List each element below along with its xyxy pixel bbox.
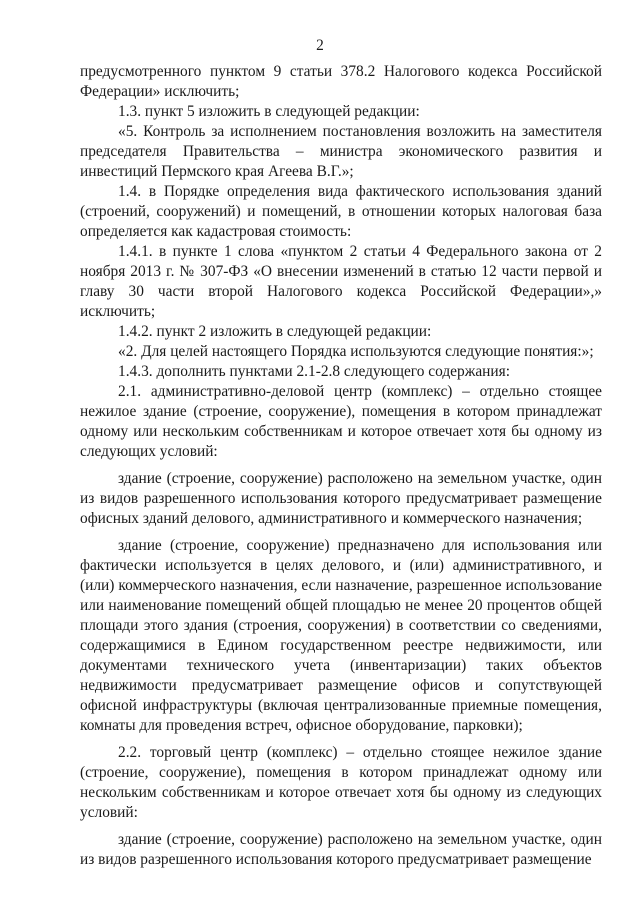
paragraph: 2.1. административно-деловой центр (комплекс) – отдельно стоящее нежилое здание (строение, сооружение), помещения в котором принадлежат одному или нескольким собственникам и которое отвечает хотя бы одному из следующих условий: [80,383,602,460]
paragraph: 2.2. торговый центр (комплекс) – отдельно стоящее нежилое здание (строение, сооружение), помещения в котором принадлежат одному или нескольким собственникам и которое отвечает хотя бы одному из следующих условий: [80,744,602,821]
paragraph: 1.4.3. дополнить пунктами 2.1-2.8 следующего содержания: [118,363,510,380]
document-body [80,62,602,870]
paragraph: здание (строение, сооружение) расположено на земельном участке, один из видов разрешенного использования которого предусматривает размещение офисных зданий делового, административного и коммерческого назначения; [80,470,602,527]
paragraph: 1.3. пункт 5 изложить в следующей редакции: [118,103,420,120]
paragraph: «2. Для целей настоящего Порядка используются следующие понятия:»; [118,343,594,360]
paragraph: здание (строение, сооружение) расположено на земельном участке, один из видов разрешенного использования которого предусматривает размещение [80,831,602,868]
paragraph: 1.4. в Порядке определения вида фактического использования зданий (строений, сооружений) и помещений, в отношении которых налоговая база определяется как кадастровая стоимость: [80,183,602,240]
paragraph: предусмотренного пунктом 9 статьи 378.2 Налогового кодекса Российской Федерации» исключить; [80,63,602,100]
page-number: 2 [316,37,324,54]
paragraph: 1.4.1. в пункте 1 слова «пунктом 2 статьи 4 Федерального закона от 2 ноября 2013 г. № 307-ФЗ «О внесении изменений в статью 12 части первой и главу 30 части второй Налогового кодекса Российской Федерации»,» исключить; [80,243,602,320]
paragraph: здание (строение, сооружение) предназначено для использования или фактически используется в целях делового, и (или) административного, и (или) коммерческого назначения, если назначение, разрешенное использование или наименование помещений общей площадью не менее 20 процентов общей площади этого здания (строения, сооружения) в соответствии со сведениями, содержащимися в Едином государственном реестре недвижимости, или документами технического учета (инвентаризации) таких объектов недвижимости предусматривает размещение офисов и сопутствующей офисной инфраструктуры (включая централизованные приемные помещения, комнаты для проведения встреч, офисное оборудование, парковки); [80,537,602,734]
paragraph: «5. Контроль за исполнением постановления возложить на заместителя председателя Правительства – министра экономического развития и инвестиций Пермского края Агеева В.Г.»; [80,123,602,180]
paragraph: 1.4.2. пункт 2 изложить в следующей редакции: [118,323,432,340]
